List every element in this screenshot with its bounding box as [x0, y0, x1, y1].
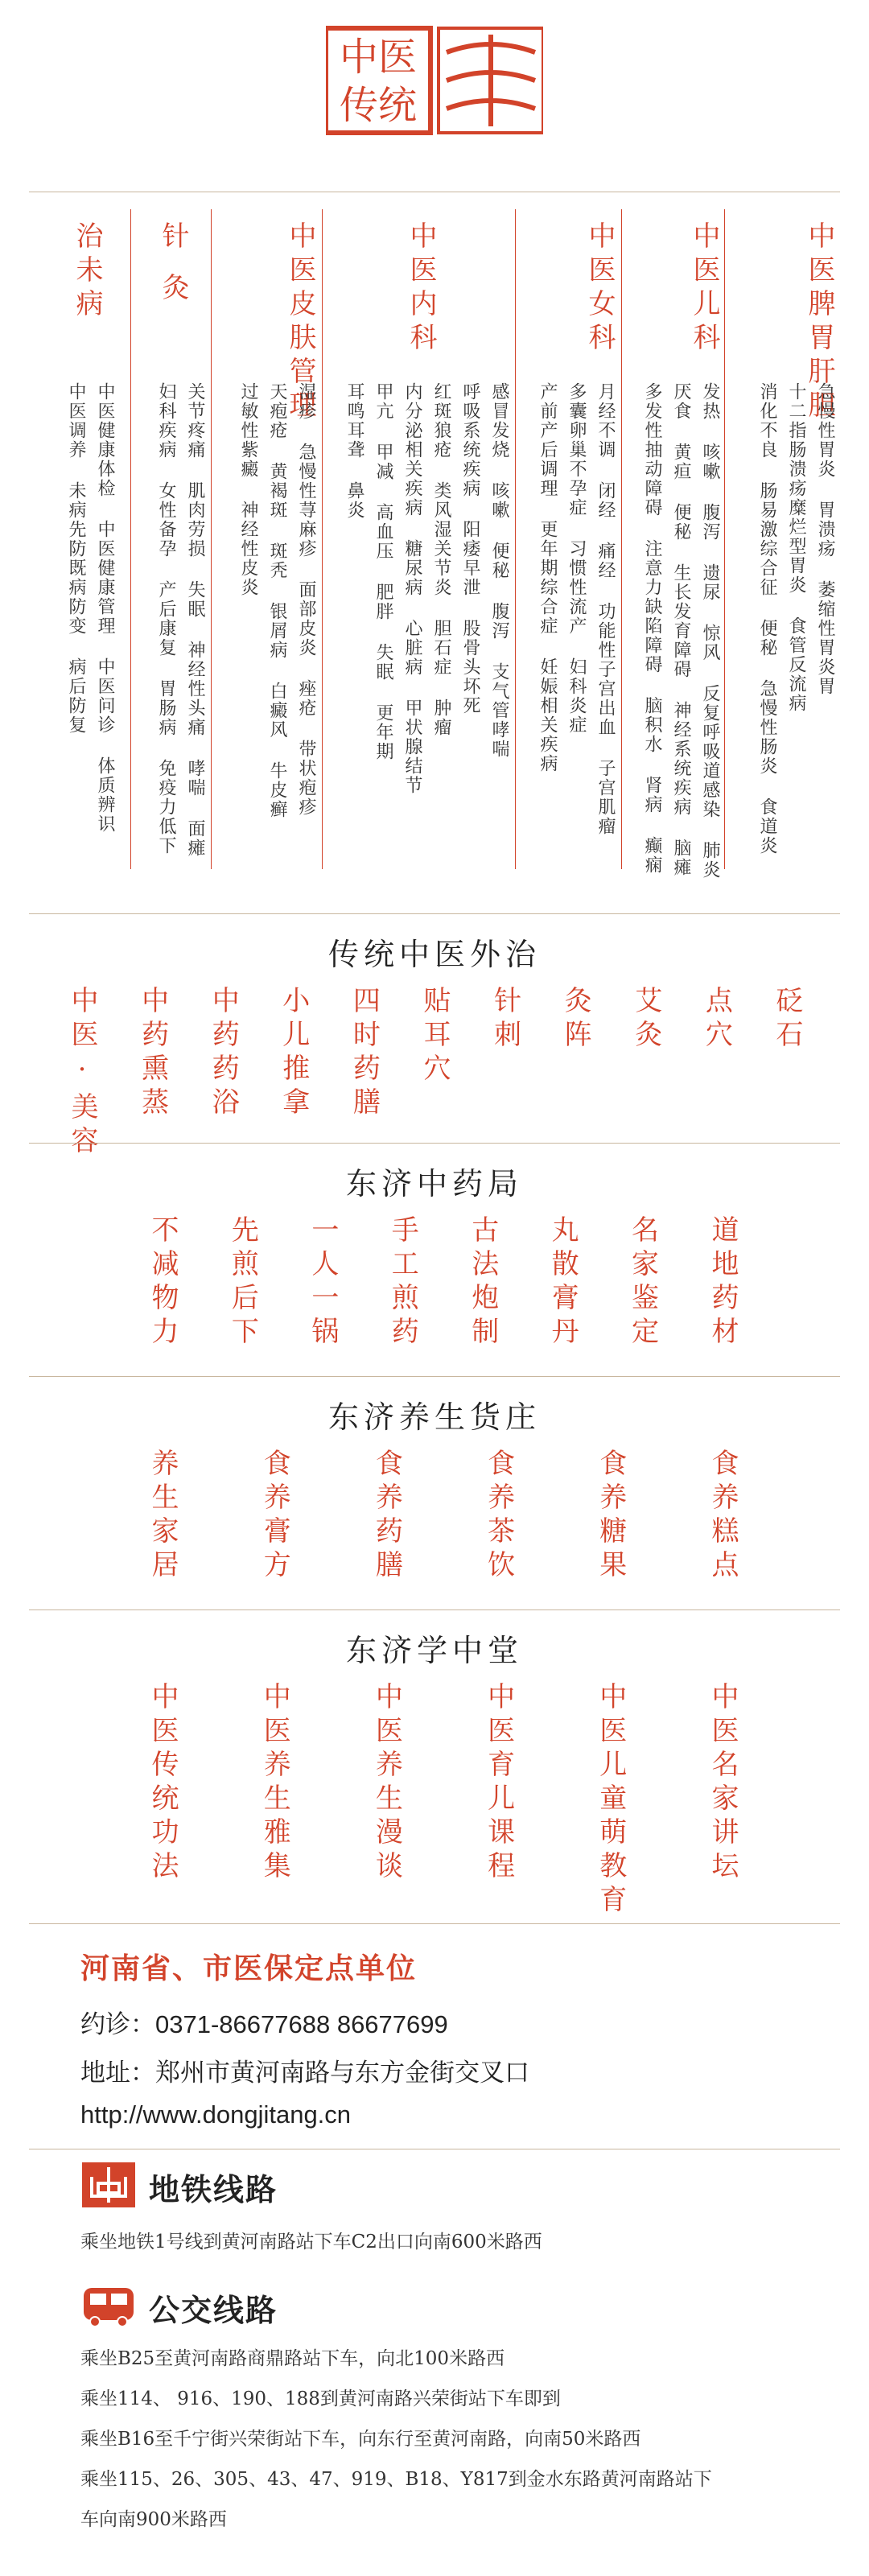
bus-icon — [80, 2281, 137, 2330]
bus-route: 乘坐115、26、305、43、47、919、B18、Y817到金水东路黄河南路站下 — [80, 2469, 712, 2490]
website-link[interactable]: http://www.dongjitang.cn — [80, 2100, 352, 2129]
dept-title: 中医女科 — [583, 221, 616, 357]
phone-row — [80, 2004, 448, 2040]
dept-line: 内分泌相关疾病 糖尿病 心脏病 甲状腺结节 — [402, 382, 422, 795]
column-separator — [724, 209, 725, 869]
dept-line: 呼吸系统疾病 阳痿早泄 股骨头坏死 — [460, 382, 480, 715]
brand-logo — [326, 20, 543, 141]
dept-title: 中医皮肤管理 — [284, 221, 316, 424]
address-row — [80, 2052, 529, 2088]
dept-line: 多发性抽动障碍 注意力缺陷障碍 脑积水 肾病 癫痫 — [642, 382, 662, 875]
dept-column-spleen-stomach — [728, 221, 837, 881]
subway-icon — [80, 2161, 137, 2209]
section-title-external: 传统中医外治 — [327, 937, 541, 972]
bus-title: 公交线路 — [149, 2292, 278, 2328]
dept-line: 关节疼痛 肌肉劳损 失眠 神经性头痛 哮喘 面瘫 — [185, 382, 205, 858]
section-title-store: 东济养生货庄 — [327, 1399, 541, 1435]
logo-seal-line2: 传统 — [339, 83, 418, 128]
pharmacy-item[interactable]: 一人一锅 — [306, 1215, 339, 1350]
dept-title: 中医内科 — [405, 221, 437, 357]
store-item[interactable]: 养生家居 — [146, 1449, 179, 1584]
external-item[interactable]: 小儿推拿 — [277, 986, 310, 1121]
dept-line: 中医健康体检 中医健康管理 中医问诊 体质辨识 — [95, 382, 115, 834]
dept-line: 感冒发烧 咳嗽 便秘 腹泻 支气管哮喘 — [489, 382, 509, 759]
dept-line: 厌食 黄疸 便秘 生长发育障碍 神经系统疾病 脑瘫 — [671, 382, 691, 877]
subway-route: 乘坐地铁1号线到黄河南路站下车C2出口向南600米路西 — [80, 2232, 542, 2252]
address-text: 郑州市黄河南路与东方金街交叉口 — [155, 2059, 529, 2088]
store-item[interactable]: 食养膏方 — [258, 1449, 291, 1584]
pharmacy-item[interactable]: 道地药材 — [706, 1215, 739, 1350]
school-item[interactable]: 中医养生漫谈 — [370, 1682, 403, 1885]
external-item[interactable]: 艾灸 — [629, 986, 662, 1053]
dept-line: 天疱疮 黄褐斑 斑秃 银屑病 白癜风 牛皮癣 — [267, 382, 287, 819]
external-item[interactable]: 点穴 — [700, 986, 733, 1053]
divider — [29, 1923, 840, 1924]
dept-column-acupuncture — [134, 221, 207, 881]
insurance-heading: 河南省、市医保定点单位 — [80, 1952, 418, 1985]
external-items — [64, 986, 805, 1160]
external-item[interactable]: 砭石 — [770, 986, 803, 1053]
dept-line: 月经不调 闭经 痛经 功能性子宫出血 子宫肌瘤 — [595, 382, 616, 836]
dept-line: 湿疹 急慢性荨麻疹 面部皮炎 痤疮 带状疱疹 — [296, 382, 316, 817]
dept-line: 发热 咳嗽 腹泻 遗尿 惊风 反复呼吸道感染 肺炎 — [700, 382, 720, 880]
pharmacy-item[interactable]: 丸散膏丹 — [546, 1215, 579, 1350]
phone-label: 约诊： — [80, 2010, 155, 2039]
external-item[interactable]: 中药熏蒸 — [136, 986, 169, 1121]
dept-line: 过敏性紫癜 神经性皮炎 — [238, 382, 258, 597]
pharmacy-item[interactable]: 先煎后下 — [226, 1215, 259, 1350]
dept-column-preventive — [40, 221, 125, 881]
dept-title: 中医脾胃肝胆 — [803, 221, 835, 424]
dept-line: 消化不良 肠易激综合征 便秘 急慢性肠炎 食道炎 — [757, 382, 777, 855]
section-title-school: 东济学中堂 — [345, 1633, 523, 1668]
column-separator — [322, 209, 323, 869]
divider — [29, 1609, 840, 1610]
pharmacy-item[interactable]: 名家鉴定 — [626, 1215, 659, 1350]
external-item[interactable]: 针刺 — [488, 986, 521, 1053]
dept-title: 针灸 — [157, 221, 189, 324]
store-item[interactable]: 食养糖果 — [594, 1449, 627, 1584]
dept-line: 耳鸣耳聋 鼻炎 — [344, 382, 364, 520]
school-item[interactable]: 中医育儿课程 — [482, 1682, 515, 1885]
dept-line: 中医调养 未病先防既病防变 病后防复 — [66, 382, 86, 735]
column-separator — [621, 209, 622, 869]
store-item[interactable]: 食养茶饮 — [482, 1449, 515, 1584]
store-item[interactable]: 食养药膳 — [370, 1449, 403, 1584]
external-item[interactable]: 贴耳穴 — [418, 986, 451, 1087]
column-separator — [515, 209, 516, 869]
dept-line: 红斑狼疮 类风湿关节炎 胆石症 肿瘤 — [431, 382, 451, 737]
school-item[interactable]: 中医儿童萌教育 — [594, 1682, 627, 1919]
column-separator — [211, 209, 212, 869]
pharmacy-items — [145, 1215, 740, 1376]
pharmacy-item[interactable]: 手工煎药 — [386, 1215, 419, 1350]
dept-line: 妇科疾病 女性备孕 产后康复 胃肠病 免疫力低下 — [156, 382, 176, 855]
address-label: 地址： — [80, 2059, 155, 2088]
dept-title: 治未病 — [71, 221, 103, 323]
subway-title: 地铁线路 — [149, 2171, 278, 2207]
bus-route: 车向南900米路西 — [80, 2509, 227, 2530]
dept-column-dermatology — [215, 221, 318, 881]
divider — [29, 1143, 840, 1144]
external-item[interactable]: 中药药浴 — [207, 986, 240, 1121]
school-item[interactable]: 中医养生雅集 — [258, 1682, 291, 1885]
pharmacy-item[interactable]: 不减物力 — [146, 1215, 179, 1350]
dept-line: 甲亢 甲减 高血压 肥胖 失眠 更年期 — [373, 382, 393, 761]
dept-column-internal-medicine — [326, 221, 511, 881]
divider — [29, 913, 840, 914]
school-item[interactable]: 中医名家讲坛 — [706, 1682, 739, 1885]
divider — [29, 1376, 840, 1377]
external-item[interactable]: 灸阵 — [559, 986, 592, 1053]
dept-line: 急慢性胃炎 胃溃疡 萎缩性胃炎胃 — [815, 382, 835, 696]
store-item[interactable]: 食养糕点 — [706, 1449, 739, 1584]
bus-route: 乘坐B25至黄河南路商鼎路站下车，向北100米路西 — [80, 2348, 505, 2369]
bus-route: 乘坐114、 916、190、188到黄河南路兴荣街站下车即到 — [80, 2388, 561, 2409]
dept-line: 多囊卵巢不孕症 习惯性流产 妇科炎症 — [566, 382, 587, 735]
bus-route: 乘坐B16至千宁街兴荣街站下车，向东行至黄河南路，向南50米路西 — [80, 2429, 641, 2450]
school-items — [145, 1682, 740, 1919]
section-title-pharmacy: 东济中药局 — [345, 1166, 523, 1201]
column-separator — [130, 209, 131, 869]
pharmacy-item[interactable]: 古法炮制 — [466, 1215, 499, 1350]
external-item[interactable]: 中医·美容 — [66, 986, 98, 1160]
store-items — [145, 1449, 740, 1609]
phone-number[interactable]: 0371-86677688 86677699 — [155, 2010, 448, 2038]
dept-line: 十二指肠溃疡糜烂型胃炎 食管反流病 — [786, 382, 806, 713]
external-item[interactable]: 四时药膳 — [348, 986, 381, 1121]
school-item[interactable]: 中医传统功法 — [146, 1682, 179, 1885]
dept-column-pediatrics — [625, 221, 722, 881]
dept-title: 中医儿科 — [688, 221, 720, 357]
logo-seal-line1: 中医 — [339, 35, 418, 80]
dept-column-gynecology — [519, 221, 617, 881]
dept-line: 产前产后调理 更年期综合症 妊娠相关疾病 — [537, 382, 558, 773]
